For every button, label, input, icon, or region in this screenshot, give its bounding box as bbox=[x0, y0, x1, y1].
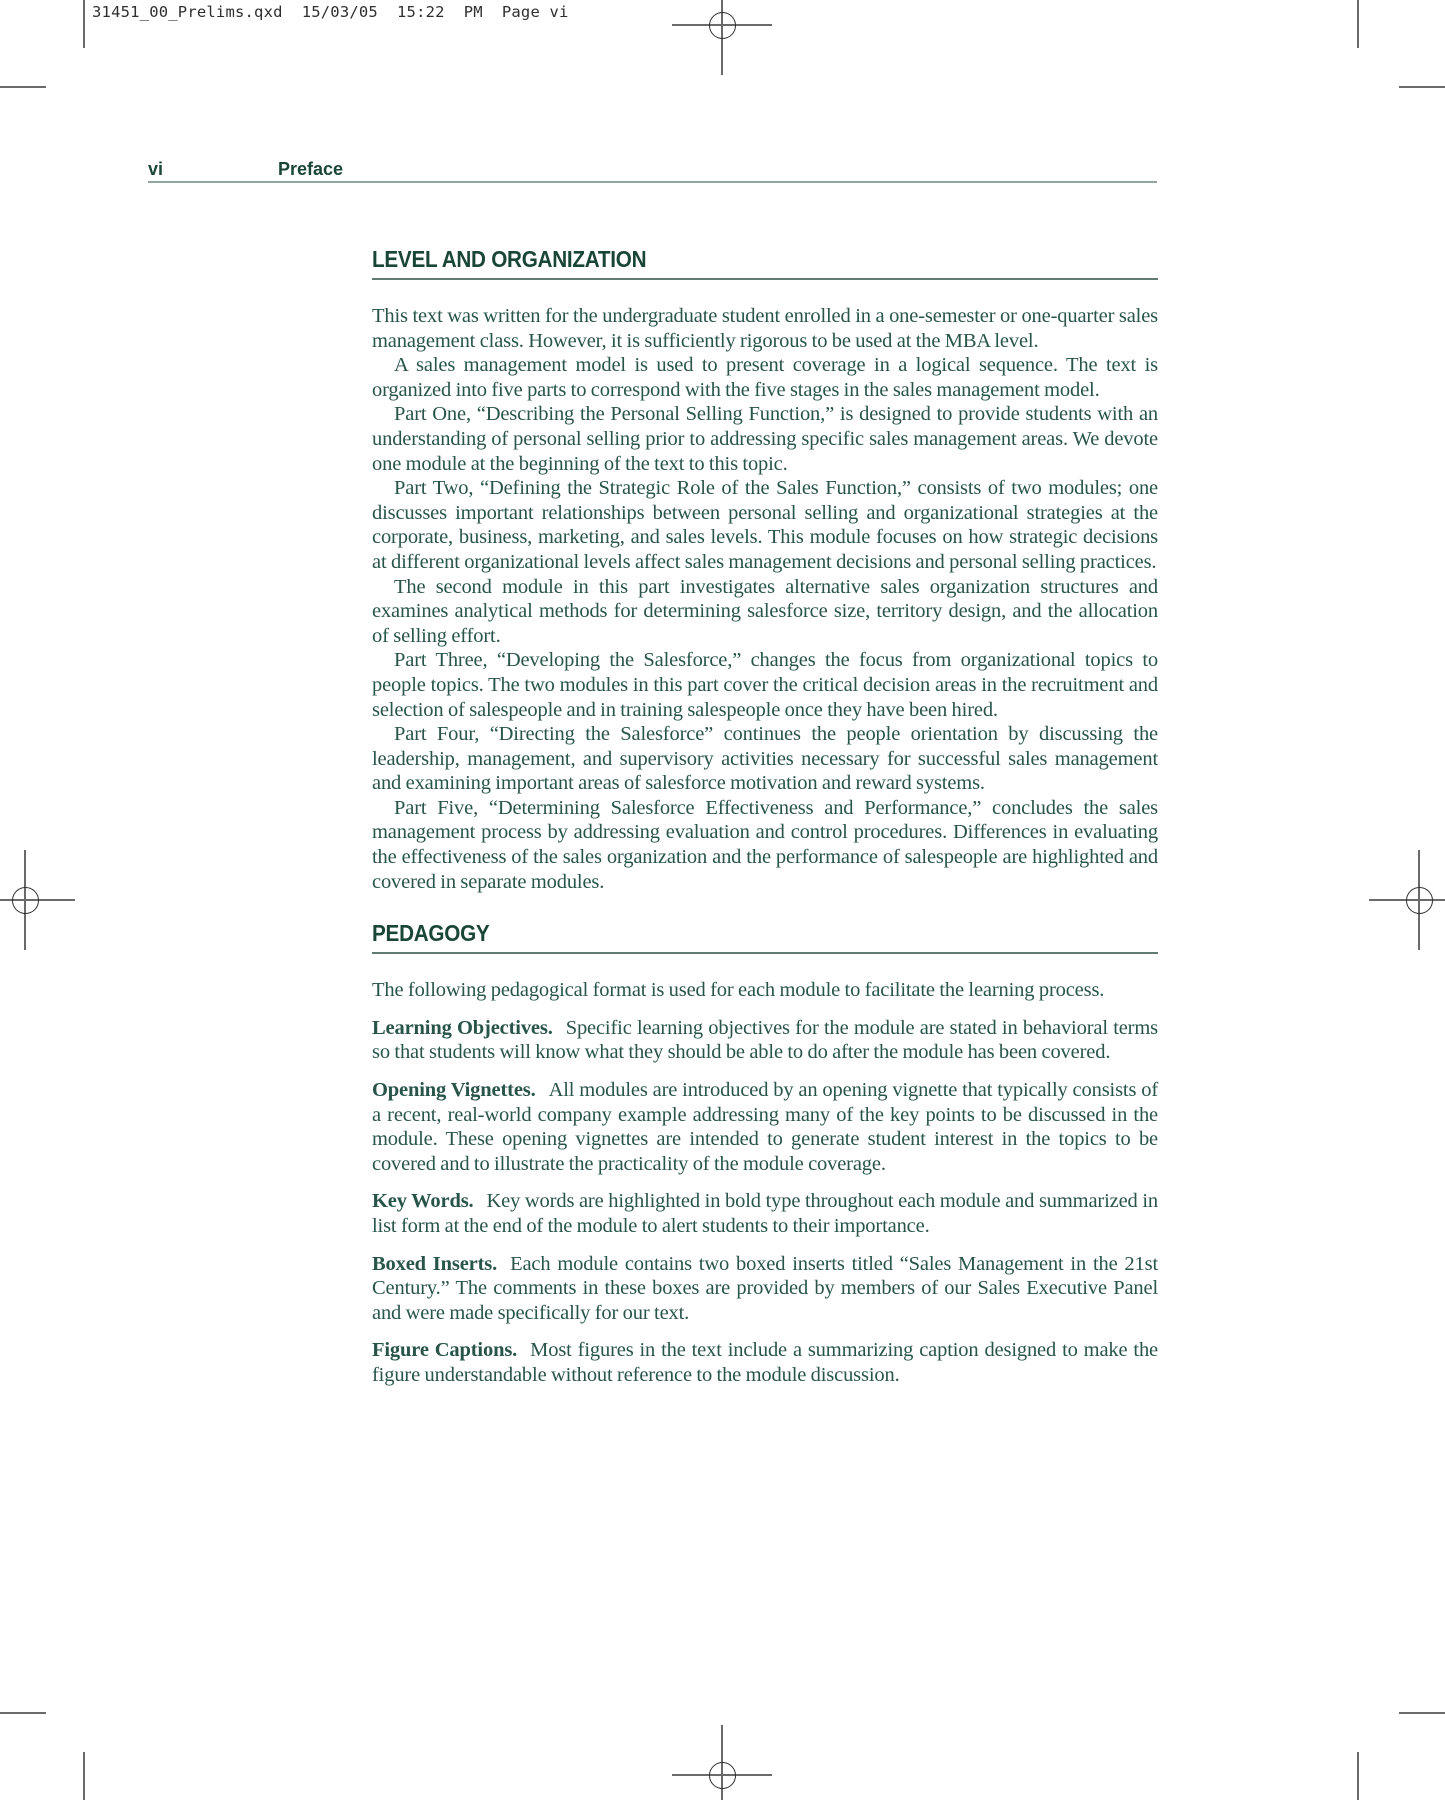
heading-rule bbox=[372, 278, 1158, 280]
paragraph: This text was written for the undergraduate student enrolled in a one-semester or one-quarter sales management class. However, it is sufficiently rigorous to be used at the MBA level. bbox=[372, 305, 1158, 352]
crop-mark-bottom-right-horizontal bbox=[1399, 1712, 1445, 1714]
labeled-paragraph-text: Specific learning objectives for the module are stated in behavioral terms so that students will know what they should be able to do after the module has been covered. bbox=[372, 1016, 1158, 1064]
paragraph: A sales management model is used to present coverage in a logical sequence. The text is organized into five parts to correspond with the five stages in the sales management model. bbox=[372, 354, 1158, 401]
running-head-title: Preface bbox=[278, 159, 344, 179]
registration-circle bbox=[12, 887, 39, 914]
labeled-paragraph bbox=[372, 1252, 1158, 1326]
paragraph: The following pedagogical format is used for each module to facilitate the learning process. bbox=[372, 979, 1105, 1002]
run-in-label: Boxed Inserts. bbox=[372, 1252, 498, 1275]
labeled-paragraph-text: Each module contains two boxed inserts titled “Sales Management in the 21st Century.” The comments in these boxes are provided by members of our Sales Executive Panel and were made specifically for our text. bbox=[372, 1252, 1159, 1324]
crop-mark-top-right-vertical bbox=[1357, 0, 1359, 48]
section-heading bbox=[372, 246, 1158, 272]
crop-mark-bottom-left-horizontal bbox=[0, 1712, 46, 1714]
heading-rule bbox=[372, 952, 1158, 954]
labeled-paragraph bbox=[372, 1189, 1158, 1238]
section-heading-text: PEDAGOGY bbox=[372, 920, 490, 947]
folio-page-number: vi bbox=[148, 159, 164, 179]
labeled-paragraph-text: Most figures in the text include a summarizing caption designed to make the figure understandable without reference to the module discussion. bbox=[372, 1339, 1159, 1386]
run-in-label: Figure Captions. bbox=[372, 1339, 518, 1362]
run-in-label: Key Words. bbox=[372, 1190, 474, 1213]
crop-mark-top-left-vertical bbox=[83, 0, 85, 48]
registration-circle bbox=[1406, 887, 1433, 914]
header-rule bbox=[148, 181, 1157, 183]
labeled-paragraph bbox=[372, 1016, 1158, 1065]
section-level-and-organization bbox=[372, 246, 1158, 894]
paragraph: Part One, “Describing the Personal Selling Function,” is designed to provide students with an understanding of personal selling prior to addressing specific sales management areas. We devote one module at the beginning of the text to this topic. bbox=[372, 403, 1158, 475]
crop-mark-bottom-right-vertical bbox=[1357, 1752, 1359, 1800]
crop-mark-bottom-left-vertical bbox=[83, 1752, 85, 1800]
text-column bbox=[372, 246, 1158, 1388]
registration-circle bbox=[709, 12, 736, 39]
paragraph: Part Four, “Directing the Salesforce” continues the people orientation by discussing the leadership, management, and supervisory activities necessary for successful sales management and examining important areas of salesforce motivation and reward systems. bbox=[372, 723, 1158, 795]
section-pedagogy bbox=[372, 920, 1158, 1387]
labeled-paragraph bbox=[372, 1338, 1158, 1387]
labeled-paragraph-text: Key words are highlighted in bold type throughout each module and summarized in list form at the end of the module to alert students to their importance. bbox=[372, 1190, 1158, 1237]
section-heading bbox=[372, 920, 1158, 946]
crop-mark-top-right-horizontal bbox=[1399, 86, 1445, 88]
registration-circle bbox=[709, 1762, 736, 1789]
labeled-paragraph bbox=[372, 1078, 1158, 1176]
paragraph: Part Five, “Determining Salesforce Effectiveness and Performance,” concludes the sales management process by addressing evaluation and control procedures. Differences in evaluating the effectiveness of the sales organization and the performance of salespeople are highlighted and covered in separate modules. bbox=[372, 796, 1158, 893]
paragraph: Part Three, “Developing the Salesforce,” changes the focus from organizational topics to people topics. The two modules in this part cover the critical decision areas in the recruitment and selection of salespeople and in training salespeople once they have been hired. bbox=[372, 649, 1158, 721]
run-in-label: Learning Objectives. bbox=[372, 1016, 553, 1039]
slug-line: 31451_00_Prelims.qxd 15/03/05 15:22 PM Page vi bbox=[92, 3, 569, 21]
section-heading-text: LEVEL AND ORGANIZATION bbox=[372, 246, 647, 272]
run-in-label: Opening Vignettes. bbox=[372, 1079, 536, 1102]
labeled-paragraph-text: All modules are introduced by an opening vignette that typically consists of a recent, real-world company example addressing many of the key points to be discussed in the module. These opening vignettes are intended to generate student interest in the topics to be covered and to illustrate the practicality of the module coverage. bbox=[372, 1079, 1159, 1175]
paragraph: Part Two, “Defining the Strategic Role of the Sales Function,” consists of two modules; one discusses important relationships between personal selling and organizational strategies at the corporate, business, marketing, and sales levels. This module focuses on how strategic decisions at different organizational levels affect sales management decisions and personal selling practices. bbox=[372, 477, 1158, 573]
paragraph: The second module in this part investigates alternative sales organization structures and examines analytical methods for determining salesforce size, territory design, and the allocation of selling effort. bbox=[372, 575, 1158, 647]
crop-mark-top-left-horizontal bbox=[0, 86, 46, 88]
